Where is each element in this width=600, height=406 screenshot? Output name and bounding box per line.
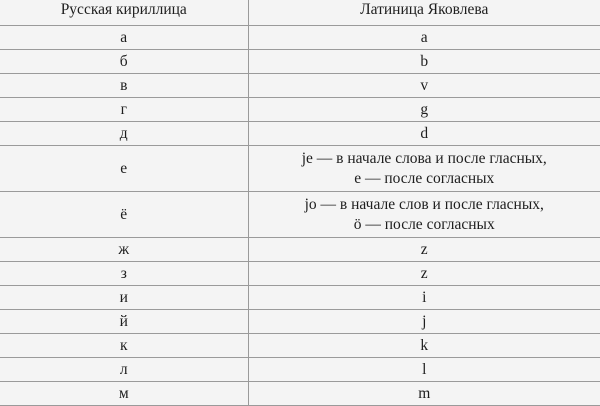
latin-cell <box>248 382 600 406</box>
latin-line: z <box>249 240 600 260</box>
latin-cell <box>248 238 600 262</box>
cyrillic-cell: и <box>0 286 248 310</box>
latin-line: j <box>249 312 600 332</box>
cyrillic-cell: л <box>0 358 248 382</box>
latin-line: l <box>249 360 600 380</box>
table-row <box>0 238 600 262</box>
table-row <box>0 74 600 98</box>
latin-line: jo — в начале слов и после гласных, <box>249 195 600 215</box>
latin-line: m <box>249 384 600 404</box>
table-row <box>0 50 600 74</box>
latin-cell <box>248 122 600 146</box>
table-row <box>0 358 600 382</box>
latin-line: g <box>249 100 600 120</box>
latin-line: z <box>249 264 600 284</box>
cyrillic-cell: е <box>0 146 248 192</box>
latin-cell <box>248 310 600 334</box>
latin-line: k <box>249 336 600 356</box>
cyrillic-cell: з <box>0 262 248 286</box>
cyrillic-cell: д <box>0 122 248 146</box>
latin-line: je — в начале слова и после гласных, <box>249 149 600 169</box>
latin-cell <box>248 50 600 74</box>
cyrillic-cell: м <box>0 382 248 406</box>
cyrillic-cell: к <box>0 334 248 358</box>
table-row <box>0 98 600 122</box>
table-row <box>0 122 600 146</box>
latin-cell <box>248 334 600 358</box>
table-row <box>0 382 600 406</box>
cyrillic-cell: й <box>0 310 248 334</box>
table-header-row <box>0 0 600 26</box>
cyrillic-cell: в <box>0 74 248 98</box>
latin-cell <box>248 192 600 238</box>
latin-cell <box>248 98 600 122</box>
cyrillic-cell: ж <box>0 238 248 262</box>
header-latin: Латиница Яковлева <box>248 0 600 26</box>
latin-cell <box>248 146 600 192</box>
latin-line: b <box>249 52 600 72</box>
latin-line: d <box>249 124 600 144</box>
table-row <box>0 146 600 192</box>
latin-line: a <box>249 28 600 48</box>
table-row <box>0 192 600 238</box>
latin-line: i <box>249 288 600 308</box>
cyrillic-cell: б <box>0 50 248 74</box>
latin-line: v <box>249 76 600 96</box>
latin-cell <box>248 286 600 310</box>
latin-line: ö — после согласных <box>249 215 600 235</box>
table-row <box>0 26 600 50</box>
cyrillic-cell: г <box>0 98 248 122</box>
cyrillic-cell: ё <box>0 192 248 238</box>
latin-line: e — после согласных <box>249 169 600 189</box>
table-row <box>0 334 600 358</box>
latin-cell <box>248 358 600 382</box>
table-row <box>0 262 600 286</box>
latin-cell <box>248 262 600 286</box>
cyrillic-cell: а <box>0 26 248 50</box>
latin-cell <box>248 26 600 50</box>
header-cyrillic: Русская кириллица <box>0 0 248 26</box>
table-body <box>0 26 600 406</box>
latin-cell <box>248 74 600 98</box>
table-row <box>0 286 600 310</box>
table-row <box>0 310 600 334</box>
